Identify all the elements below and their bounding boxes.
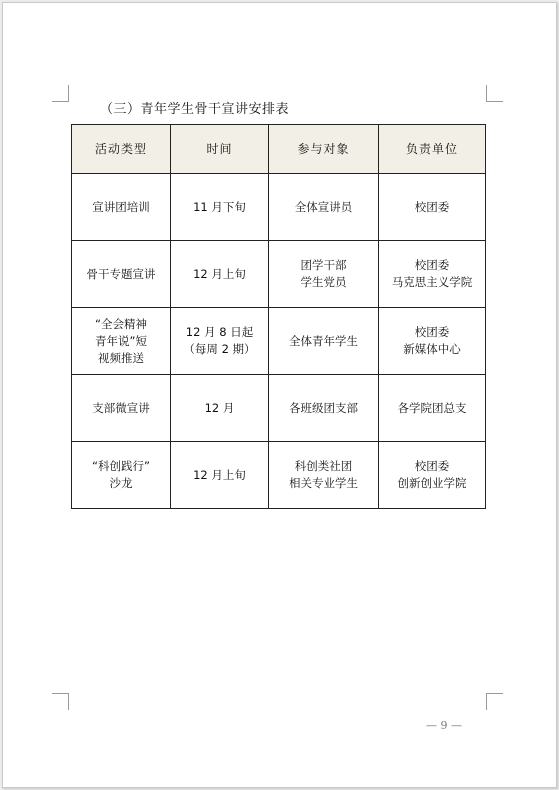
responsible-unit-cell <box>379 241 486 308</box>
cell-text-line: 11 月下旬 <box>193 199 246 214</box>
cell-text-line: 12 月 <box>204 400 235 415</box>
responsible-unit-cell <box>379 174 486 241</box>
table-row <box>72 442 486 509</box>
participants-cell <box>269 174 379 241</box>
time-cell <box>171 241 269 308</box>
cell-text-line: 科创类社团 <box>294 459 353 473</box>
cell-text-line: 12 月上旬 <box>193 266 246 281</box>
participants-cell <box>269 241 379 308</box>
cell-text-line: 创新创业学院 <box>397 476 467 490</box>
table-row <box>72 174 486 241</box>
cell-text-line: “科创践行” <box>92 459 150 473</box>
activity-type-cell <box>72 174 171 241</box>
table-header-row <box>72 125 486 174</box>
cell-text-line: 校团委 <box>414 325 450 339</box>
header-responsible-unit: 负责单位 <box>379 125 486 174</box>
time-cell <box>171 174 269 241</box>
table-row <box>72 375 486 442</box>
activity-type-cell <box>72 442 171 509</box>
cell-text-line: 沙龙 <box>109 476 133 490</box>
time-cell <box>171 308 269 375</box>
activity-type-cell <box>72 308 171 375</box>
responsible-unit-cell <box>379 442 486 509</box>
cell-text-line: 学生党员 <box>300 275 347 289</box>
header-participants: 参与对象 <box>269 125 379 174</box>
cell-text-line: 相关专业学生 <box>289 476 358 490</box>
schedule-table <box>71 124 486 509</box>
activity-type-cell <box>72 375 171 442</box>
cell-text-line: 全体青年学生 <box>289 333 358 348</box>
participants-cell <box>269 442 379 509</box>
time-cell <box>171 442 269 509</box>
crop-mark-top-right <box>486 85 503 102</box>
cell-text-line: 校团委 <box>414 258 450 272</box>
cell-text-line: 宣讲团培训 <box>92 199 150 214</box>
activity-type-cell <box>72 241 171 308</box>
participants-cell <box>269 375 379 442</box>
responsible-unit-cell <box>379 375 486 442</box>
crop-mark-top-left <box>52 85 69 102</box>
cell-text-line: 团学干部 <box>300 258 347 272</box>
cell-text-line: 各班级团支部 <box>289 400 358 415</box>
cell-text-line: 12 月 8 日起 <box>185 325 254 339</box>
cell-text-line: 支部微宣讲 <box>92 400 150 415</box>
table-row <box>72 308 486 375</box>
page-number: — 9 — <box>426 719 462 732</box>
cell-text-line: 青年说”短 <box>95 333 147 348</box>
cell-text-line: 新媒体中心 <box>403 342 461 356</box>
crop-mark-bottom-right <box>486 693 503 710</box>
header-activity-type: 活动类型 <box>72 125 171 174</box>
cell-text-line: 12 月上旬 <box>193 467 246 482</box>
cell-text-line: 全体宣讲员 <box>294 199 353 214</box>
cell-text-line: 骨干专题宣讲 <box>86 266 156 281</box>
responsible-unit-cell <box>379 308 486 375</box>
cell-text-line: 校团委 <box>414 459 450 473</box>
cell-text-line: 各学院团总支 <box>397 400 467 415</box>
table-row <box>72 241 486 308</box>
header-time: 时间 <box>171 125 269 174</box>
cell-text-line: 视频推送 <box>98 350 144 365</box>
crop-mark-bottom-left <box>52 693 69 710</box>
cell-text-line: “全会精神 <box>95 316 147 331</box>
section-title: （三）青年学生骨干宣讲安排表 <box>100 102 290 117</box>
time-cell <box>171 375 269 442</box>
cell-text-line: 马克思主义学院 <box>391 275 473 289</box>
participants-cell <box>269 308 379 375</box>
cell-text-line: （每周 2 期） <box>183 342 256 356</box>
cell-text-line: 校团委 <box>414 199 450 214</box>
